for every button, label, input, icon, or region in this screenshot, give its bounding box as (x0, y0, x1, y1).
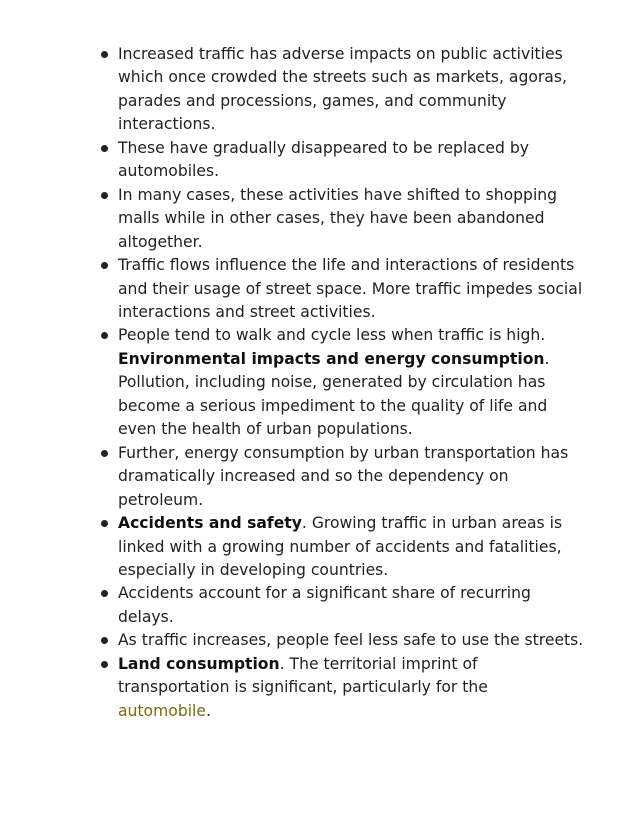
bullet-text: Accidents account for a significant share of recurring delays. (118, 584, 531, 626)
bullet-item (100, 512, 588, 582)
bullet-text: . The territorial imprint of transportation is significant, particularly for the (118, 654, 488, 697)
bullet-dot-icon (101, 661, 108, 668)
bullet-dot-icon (101, 520, 108, 527)
bullet-dot-icon (101, 637, 108, 644)
bullet-text-end: . (205, 701, 211, 720)
section-heading-land: Land consumption (118, 654, 280, 673)
bullet-text: These have gradually disappeared to be replaced by automobiles. (118, 138, 529, 181)
bullet-dot-icon (101, 590, 108, 597)
bullet-text: As traffic increases, people feel less safe to use the streets. (118, 631, 584, 650)
bullet-dot-icon (101, 332, 108, 339)
bullet-dot-icon (101, 450, 108, 457)
automobile-link[interactable]: automobile (118, 701, 206, 720)
bullet-dot-icon (101, 145, 108, 152)
bullet-item (100, 442, 588, 512)
bullet-text: Further, energy consumption by urban transportation has dramatically increased and so the dependency on petroleum. (118, 443, 569, 509)
bullet-dot-icon (101, 51, 108, 58)
bullet-text: People tend to walk and cycle less when traffic is high. (118, 326, 546, 345)
bullet-dot-icon (101, 262, 108, 269)
bullet-item (100, 184, 588, 254)
bullet-text: In many cases, these activities have shifted to shopping malls while in other cases, they have been abandoned altogether. (118, 185, 558, 251)
bullet-dot-icon (101, 192, 108, 199)
bullet-item (100, 324, 588, 441)
bullet-text-after: Pollution, including noise, generated by circulation has become a serious impediment to the quality of life and even the health of urban populations. (118, 373, 548, 439)
bullet-list (100, 43, 588, 723)
section-heading-accidents: Accidents and safety (118, 514, 302, 533)
bullet-item (100, 653, 588, 723)
bullet-text: Traffic flows influence the life and interactions of residents and their usage of street space. More traffic impedes social interactions and street activities. (118, 256, 583, 321)
bullet-item (100, 629, 588, 652)
bullet-item (100, 137, 588, 184)
bullet-text: . Growing traffic in urban areas is linked with a growing number of accidents and fatalities, especially in developing countries. (118, 514, 563, 579)
section-heading-environmental: Environmental impacts and energy consumption (118, 349, 545, 368)
heading-punctuation: . (544, 349, 550, 368)
bullet-text: Increased traffic has adverse impacts on public activities which once crowded the streets such as markets, agoras, parades and processions, games, and community interactions. (118, 45, 567, 134)
bullet-item (100, 254, 588, 324)
bullet-item (100, 43, 588, 137)
bullet-item (100, 582, 588, 629)
